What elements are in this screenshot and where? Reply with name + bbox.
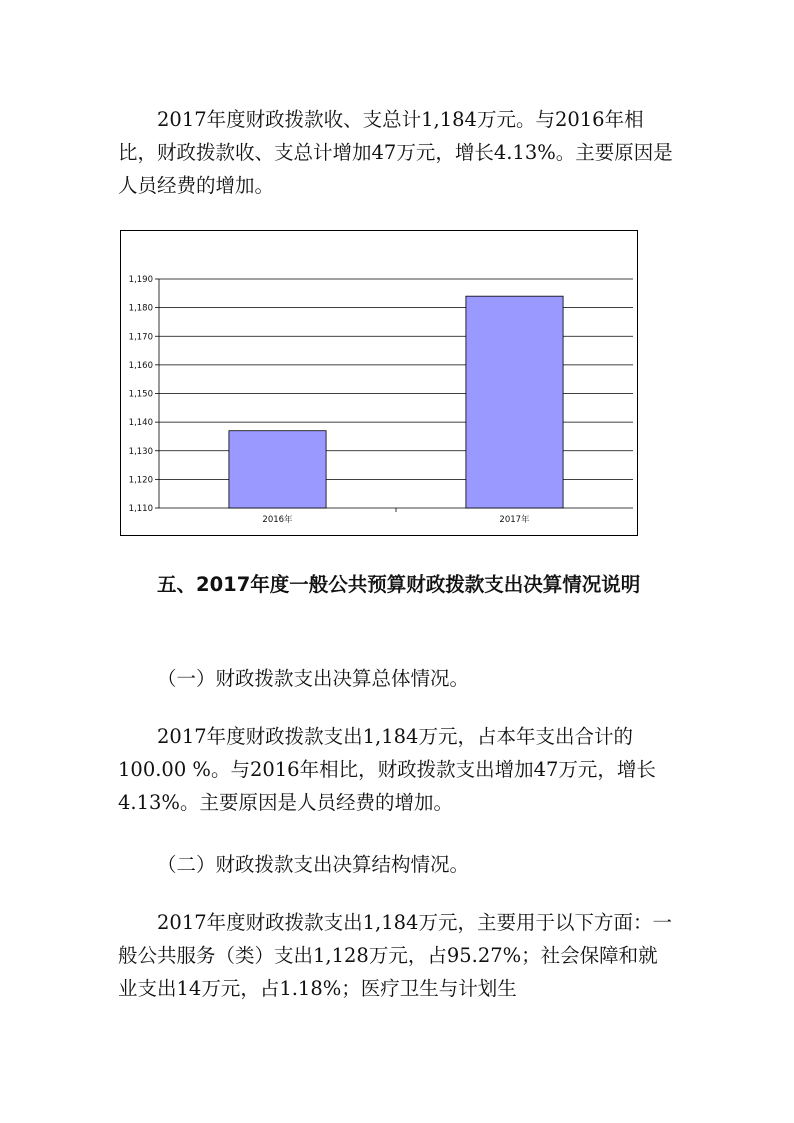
y-tick-label: 1,130 bbox=[128, 446, 153, 457]
bar-chart bbox=[120, 230, 638, 536]
subheading-overall: （一）财政拨款支出决算总体情况。 bbox=[157, 667, 470, 690]
y-tick-label: 1,110 bbox=[128, 504, 153, 514]
bar-1 bbox=[229, 431, 326, 508]
bar-chart-svg bbox=[121, 231, 639, 537]
x-tick-label: 2017年 bbox=[499, 515, 530, 525]
section-heading-five: 五、2017年度一般公共预算财政拨款支出决算情况说明 bbox=[157, 573, 641, 596]
y-tick-label: 1,170 bbox=[128, 332, 153, 343]
y-tick-label: 1,160 bbox=[128, 360, 153, 371]
y-tick-label: 1,180 bbox=[128, 303, 153, 314]
y-tick-label: 1,120 bbox=[128, 475, 153, 486]
y-tick-label: 1,140 bbox=[128, 418, 153, 429]
paragraph-revenue-total: 2017年度财政拨款收、支总计1,184万元。与2016年相比，财政拨款收、支总计增加47万元，增长4.13%。主要原因是人员经费的增加。 bbox=[118, 108, 673, 197]
y-tick-label: 1,150 bbox=[128, 389, 153, 400]
paragraph-expenditure-overall: 2017年度财政拨款支出1,184万元，占本年支出合计的100.00 %。与2016年相比，财政拨款支出增加47万元，增长4.13%。主要原因是人员经费的增加。 bbox=[118, 725, 656, 814]
bar-2 bbox=[466, 296, 563, 508]
paragraph-expenditure-structure: 2017年度财政拨款支出1,184万元，主要用于以下方面：一般公共服务（类）支出1,128万元，占95.27%；社会保障和就业支出14万元，占1.18%；医疗卫生与计划生 bbox=[118, 911, 672, 1000]
x-tick-label: 2016年 bbox=[262, 515, 293, 525]
subheading-structure: （二）财政拨款支出决算结构情况。 bbox=[157, 853, 470, 876]
y-tick-label: 1,190 bbox=[128, 275, 153, 285]
